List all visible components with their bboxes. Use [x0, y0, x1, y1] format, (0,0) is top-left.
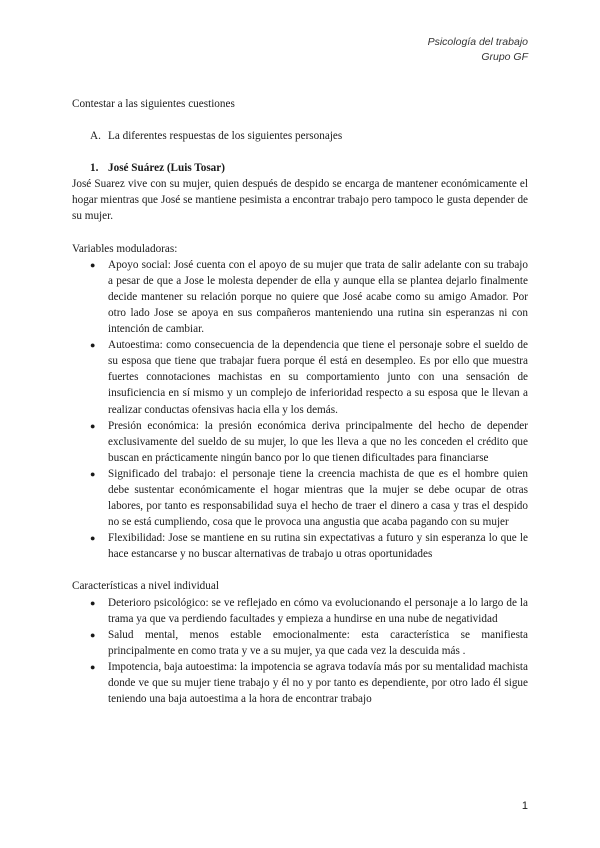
- header-course-title: Psicología del trabajo: [427, 36, 528, 48]
- section-a-letter: A.: [90, 130, 101, 143]
- header-group-name: Grupo GF: [481, 51, 528, 63]
- bullet-icon: ●: [90, 629, 96, 640]
- list-item-text: Presión económica: la presión económica deriva principalmente del hecho de depender exclusivamente del sueldo de su mujer, lo que les lleva a que no les conceden el crédito que buscan en prácticamente ningún banco por lo que tienen dificultades para financiarse: [108, 419, 528, 464]
- list-item: [72, 466, 528, 530]
- list-item: [72, 257, 528, 337]
- list-item-text: Significado del trabajo: el personaje tiene la creencia machista de que es el hombre quien debe sustentar económicamente el hogar mientras que la mujer se debe ocupar de otras labores, por tanto es responsabilidad suya el hecho de traer el dinero a casa y tras el despido no se está cumpliendo, cosa que le provoca una angustia que acaba pagando con su mujer: [108, 467, 528, 529]
- bullet-icon: ●: [90, 533, 96, 544]
- bullet-icon: ●: [90, 468, 96, 479]
- list-item: [72, 337, 528, 417]
- bullet-icon: ●: [90, 661, 96, 672]
- bullet-icon: ●: [90, 259, 96, 270]
- page-number: 1: [521, 800, 528, 812]
- section-a-heading: [72, 128, 528, 144]
- list-item-text: Autoestima: como consecuencia de la dependencia que tiene el personaje sobre el sueldo de su esposa que tiene que trabajar fuera porque él está en desempleo. Es por ello que muestra fuertes connotaciones machistas en su comportamiento junto con una sensación de insuficiencia en sí mismo y un complejo de inferioridad respecto a su esposa que le llevan a realizar conductas ofensivas hacia ella y los demás.: [108, 339, 528, 416]
- individual-list: [72, 595, 528, 708]
- list-item: [72, 659, 528, 707]
- character-description: José Suarez vive con su mujer, quien después de despido se encarga de mantener económicamente el hogar mientras que José se mantiene pesimista a encontrar trabajo pero tampoco le gusta depender de su mujer.: [72, 178, 528, 223]
- character-heading: [72, 160, 528, 176]
- list-item: [72, 418, 528, 466]
- character-name: José Suárez (Luis Tosar): [108, 162, 225, 175]
- list-item: [72, 595, 528, 627]
- bullet-icon: ●: [90, 340, 96, 351]
- bullet-icon: ●: [90, 420, 96, 431]
- page-header: [428, 35, 528, 65]
- variables-list: [72, 257, 528, 563]
- list-item-text: Apoyo social: José cuenta con el apoyo de su mujer que trata de salir adelante con su trabajo a pesar de que a Jose le molesta depender de ella y aunque ella se plantea dejarlo finalmente decide mantener su relación porque no quiere que José acabe como su amigo Amador. Por otro lado Jose se apoya en sus compañeros manteniendo una rutina sin esperanzas ni con intención de cambiar.: [108, 258, 528, 336]
- intro-instruction: Contestar a las siguientes cuestiones: [72, 98, 235, 110]
- individual-heading: Características a nivel individual: [72, 580, 219, 593]
- bullet-icon: ●: [90, 597, 96, 608]
- list-item-text: Impotencia, baja autoestima: la impotencia se agrava todavía más por su mentalidad machista donde ve que su mujer tiene trabajo y él no y por tanto es dependiente, por otro lado él sigue teniendo una baja autoestima a la hora de encontrar trabajo: [108, 660, 528, 706]
- list-item-text: Flexibilidad: Jose se mantiene en su rutina sin expectativas a futuro y sin esperanza lo que le hace estancarse y no buscar alternativas de trabajo u otras oportunidades: [108, 532, 528, 561]
- section-a-text: La diferentes respuestas de los siguientes personajes: [108, 130, 343, 143]
- character-number: 1.: [90, 162, 99, 175]
- variables-heading: Variables moduladoras:: [72, 242, 178, 255]
- list-item: [72, 530, 528, 562]
- list-item-text: Deterioro psicológico: se ve reflejado en cómo va evolucionando el personaje a lo largo de la trama ya que va perdiendo facultades y empieza a hundirse en una nube de negatividad: [108, 596, 528, 625]
- list-item: [72, 627, 528, 659]
- list-item-text: Salud mental, menos estable emocionalmente: esta característica se manifiesta principalmente en como trata y ve a su mujer, ya que cada vez la descuida más .: [108, 628, 528, 657]
- document-body: [72, 96, 528, 723]
